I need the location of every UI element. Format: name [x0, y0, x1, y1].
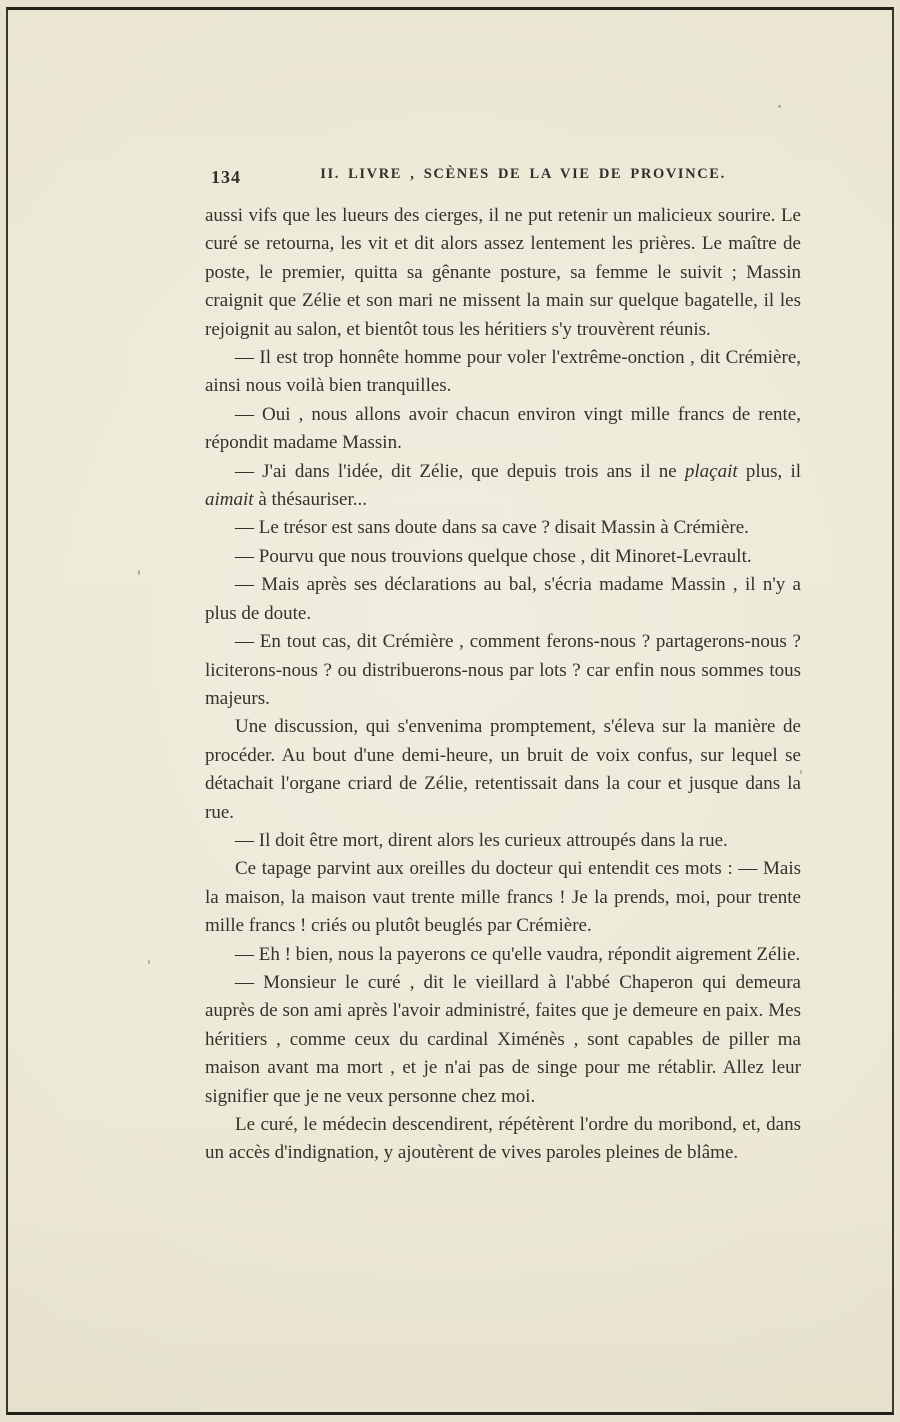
- paragraph: [205, 344, 801, 401]
- scan-artifact: [148, 960, 150, 964]
- text-run: — En tout cas, dit Crémière , comment ferons-nous ? partagerons-nous ? liciterons-nous ? ou distribuerons-nous par lots ? car enfin nous sommes tous majeurs.: [205, 631, 801, 709]
- page-header: [205, 166, 801, 190]
- scan-artifact: [138, 570, 140, 575]
- text-run: Le curé, le médecin descendirent, répétèrent l'ordre du moribond, et, dans un accès d'indignation, y ajoutèrent de vives paroles pleines de blâme.: [205, 1114, 801, 1164]
- running-header: II. LIVRE , SCÈNES DE LA VIE DE PROVINCE.: [320, 166, 726, 182]
- text-run: à thésauriser...: [253, 489, 367, 511]
- text-run: — Le trésor est sans doute dans sa cave ? disait Massin à Crémière.: [235, 517, 749, 539]
- text-run: — Monsieur le curé , dit le vieillard à l'abbé Chaperon qui demeura auprès de son ami après l'avoir administré, faites que je demeure en paix. Mes héritiers , comme ceux du cardinal Ximénès , sont capables de piller ma maison avant ma mort , et je n'ai pas de singe pour me rétablir. Allez leur signifier que je ne veux personne chez moi.: [205, 971, 801, 1107]
- paragraph: [205, 855, 801, 940]
- text-run: Une discussion, qui s'envenima promptement, s'éleva sur la manière de procéder. Au bout d'une demi-heure, un bruit de voix confus, sur lequel se détachait l'organe criard de Zélie, retentissait dans la cour et jusque dans la rue.: [205, 716, 801, 823]
- italic-text-run: aimait: [205, 489, 254, 511]
- paragraph: [205, 543, 801, 571]
- paragraph: [205, 514, 801, 542]
- text-run: — Mais après ses déclarations au bal, s'écria madame Massin , il n'y a plus de doute.: [205, 574, 801, 624]
- paragraph: [205, 827, 801, 855]
- paragraph: [205, 941, 801, 969]
- paragraph: [205, 458, 801, 515]
- paragraph: [205, 571, 801, 628]
- paragraph: [205, 202, 801, 344]
- page-scan-frame: [6, 7, 894, 1415]
- scan-artifact: [778, 105, 781, 108]
- page-number: 134: [211, 167, 241, 187]
- text-run: — Il est trop honnête homme pour voler l'extrême-onction , dit Crémière, ainsi nous voilà bien tranquilles.: [205, 347, 801, 397]
- paragraph: [205, 628, 801, 713]
- text-run: aussi vifs que les lueurs des cierges, il ne put retenir un malicieux sourire. Le curé se retourna, les vit et dit alors assez lentement les prières. Le maître de poste, le premier, quitta sa gênante posture, sa femme le suivit ; Massin craignit que Zélie et son mari ne missent la main sur quelque bagatelle, il les rejoignit au salon, et bientôt tous les héritiers s'y trouvèrent réunis.: [205, 205, 801, 340]
- paragraph: [205, 713, 801, 827]
- text-run: — Eh ! bien, nous la payerons ce qu'elle vaudra, répondit aigrement Zélie.: [235, 943, 801, 965]
- text-run: — J'ai dans l'idée, dit Zélie, que depuis trois ans il ne: [235, 460, 685, 482]
- text-run: plus, il: [737, 460, 801, 482]
- text-run: Ce tapage parvint aux oreilles du docteur qui entendit ces mots : — Mais la maison, la maison vaut trente mille francs ! Je la prends, moi, pour trente mille francs ! criés ou plutôt beuglés par Crémière.: [205, 858, 801, 937]
- text-run: — Pourvu que nous trouvions quelque chose , dit Minoret-Levrault.: [235, 545, 752, 567]
- body-text: [205, 202, 801, 1168]
- text-run: — Il doit être mort, dirent alors les curieux attroupés dans la rue.: [235, 829, 728, 851]
- paragraph: [205, 969, 801, 1111]
- paragraph: [205, 401, 801, 458]
- text-run: — Oui , nous allons avoir chacun environ vingt mille francs de rente, répondit madame Massin.: [205, 403, 801, 454]
- text-block: [205, 166, 801, 1168]
- paragraph: [205, 1111, 801, 1168]
- italic-text-run: plaçait: [684, 460, 738, 482]
